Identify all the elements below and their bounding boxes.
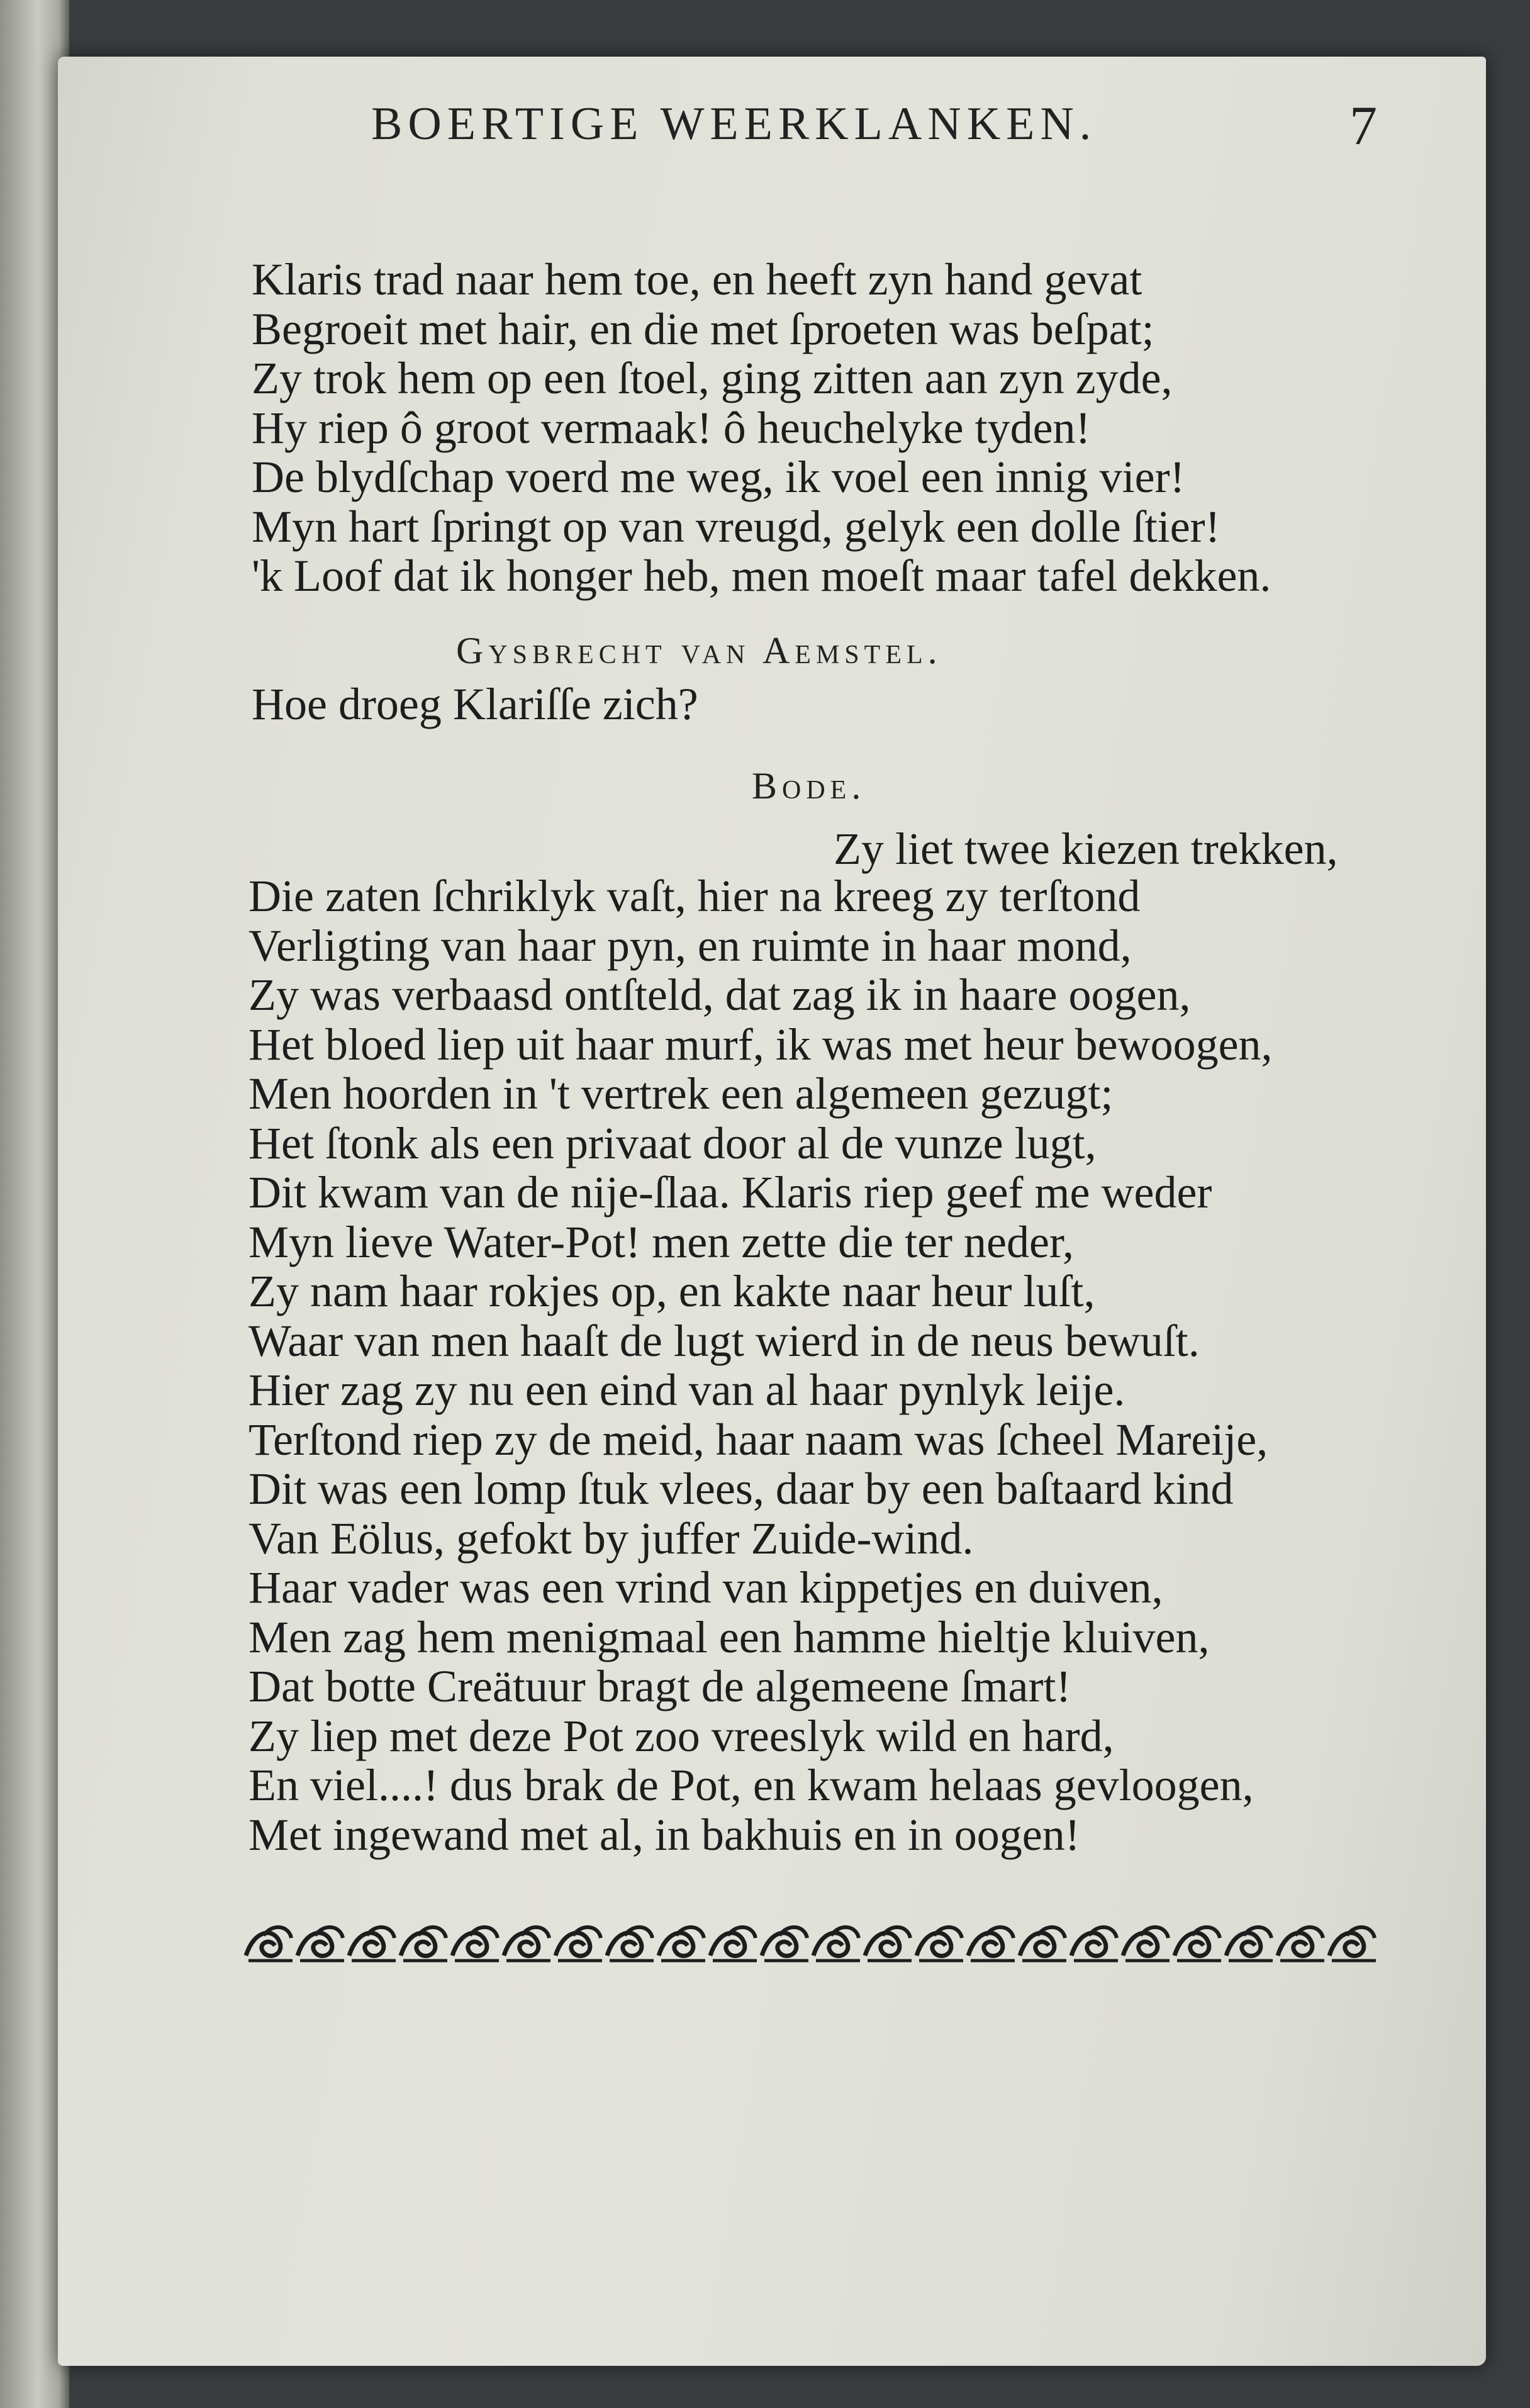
verse-line: Dit kwam van de nije-ſlaa. Klaris riep geef me weder <box>248 1167 1212 1218</box>
verse-line: Myn hart ſpringt op van vreugd, gelyk een dolle ſtier! <box>252 501 1220 552</box>
verse-line: Waar van men haaſt de lugt wierd in de neus bewuſt. <box>248 1315 1200 1366</box>
verse-line: Van Eölus, gefokt by juffer Zuide-wind. <box>248 1513 974 1564</box>
verse-line: De blydſchap voerd me weg, ik voel een innig vier! <box>252 452 1185 502</box>
verse-line: Zy trok hem op een ſtoel, ging zitten aan zyn zyde, <box>252 353 1173 403</box>
verse-line: Die zaten ſchriklyk vaſt, hier na kreeg zy terſtond <box>248 871 1141 921</box>
speaker-bode: Bode. <box>752 765 866 807</box>
verse-line: Verligting van haar pyn, en ruimte in haar mond, <box>248 920 1132 971</box>
verse-line: Dat botte Creätuur bragt de algemeene ſmart! <box>248 1661 1071 1711</box>
speaker-gysbrecht: Gysbrecht van Aemstel. <box>456 630 942 671</box>
running-title: BOERTIGE WEERKLANKEN. <box>371 98 1097 150</box>
verse-line: En viel....! dus brak de Pot, en kwam helaas gevloogen, <box>248 1760 1254 1810</box>
verse-line: Zy nam haar rokjes op, en kakte naar heur luſt, <box>248 1266 1095 1316</box>
verse-line: Myn lieve Water-Pot! men zette die ter neder, <box>248 1216 1075 1267</box>
decorative-ornament-border <box>242 1919 1384 1969</box>
verse-line: Zy liep met deze Pot zoo vreeslyk wild en hard, <box>248 1710 1114 1761</box>
verse-line: Haar vader was een vrind van kippetjes en duiven, <box>248 1562 1163 1613</box>
verse-line: Zy was verbaasd ontſteld, dat zag ik in haare oogen, <box>248 970 1191 1020</box>
verse-line: Hy riep ô groot vermaak! ô heuchelyke tyden! <box>252 402 1091 453</box>
verse-line: Klaris trad naar hem toe, en heeft zyn hand gevat <box>252 254 1142 305</box>
bode-first-line <box>834 824 1400 874</box>
page-number: 7 <box>1349 96 1377 157</box>
verse-line: Zy liet twee kiezen trekken, <box>834 824 1338 874</box>
verse-line: Men hoorden in 't vertrek een algemeen gezugt; <box>248 1068 1114 1119</box>
verse-line: Men zag hem menigmaal een hamme hieltje kluiven, <box>248 1611 1210 1662</box>
verse-line: Dit was een lomp ſtuk vlees, daar by een baſtaard kind <box>248 1464 1234 1514</box>
verse-line: Begroeit met hair, en die met ſproeten was beſpat; <box>252 303 1154 354</box>
stanza-bode <box>248 871 1393 1859</box>
verse-line: Hier zag zy nu een eind van al haar pynlyk leije. <box>248 1365 1125 1415</box>
verse-line: 'k Loof dat ik honger heb, men moeſt maar tafel dekken. <box>252 551 1271 601</box>
verse-line: Het ſtonk als een privaat door al de vunze lugt, <box>248 1117 1097 1168</box>
verse-line: Met ingewand met al, in bakhuis en in oogen! <box>248 1809 1080 1860</box>
verse-line: Het bloed liep uit haar murf, ik was met heur bewoogen, <box>248 1019 1273 1070</box>
verse-line: Terſtond riep zy de meid, haar naam was ſcheel Mareije, <box>248 1414 1268 1465</box>
stanza-klaris <box>252 255 1397 601</box>
gysbrecht-line <box>252 680 1397 729</box>
verse-line: Hoe droeg Klariſſe zich? <box>252 679 698 729</box>
